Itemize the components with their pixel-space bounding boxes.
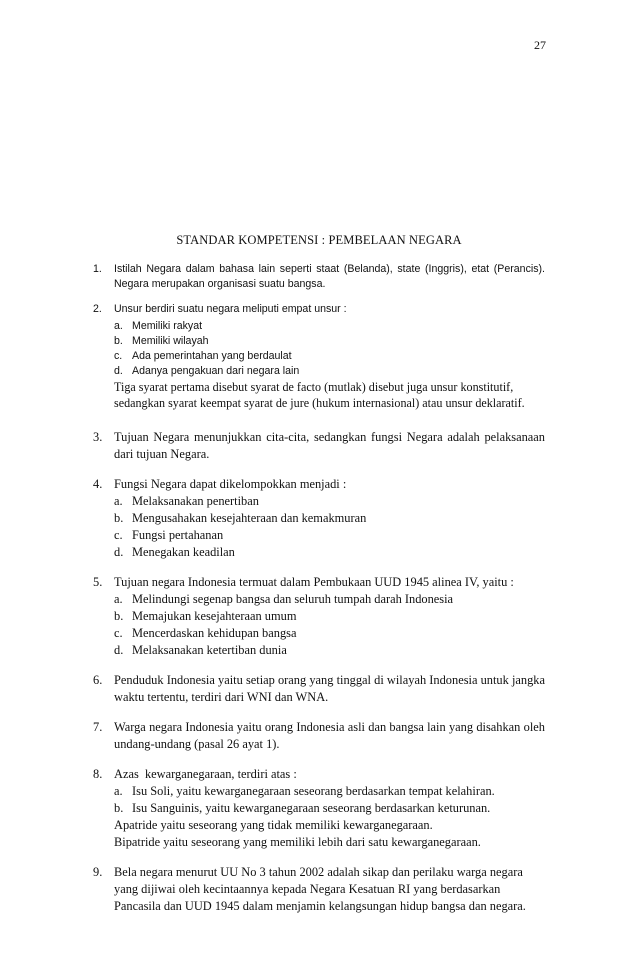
item-number: 1.: [93, 263, 102, 275]
sub-item-text: Melaksanakan penertiban: [132, 494, 259, 508]
list-item: [93, 302, 545, 411]
sub-item-text: Melindungi segenap bangsa dan seluruh tumpah darah Indonesia: [132, 592, 454, 606]
item-number: 9.: [93, 865, 103, 879]
sub-item-letter: b.: [114, 609, 124, 623]
sub-item: [114, 591, 545, 608]
list-item: [93, 476, 545, 561]
item-number: 7.: [93, 720, 103, 734]
section-title: STANDAR KOMPETENSI : PEMBELAAN NEGARA: [176, 233, 462, 247]
item-text: Unsur berdiri suatu negara meliputi empat unsur :: [114, 303, 347, 315]
sub-item: [114, 783, 545, 800]
page-number: 27: [534, 38, 546, 52]
sub-list: [114, 783, 545, 817]
item-followup-text: Tiga syarat pertama disebut syarat de facto (mutlak) disebut juga unsur konstitutif, sedangkan syarat keempat syarat de jure (hukum internasional) atau unsur deklaratif.: [114, 380, 525, 410]
sub-item: [114, 319, 545, 334]
sub-item-letter: d.: [114, 545, 124, 559]
item-text-line: yang dijiwai oleh kecintaannya kepada Negara Kesatuan RI yang berdasarkan: [114, 882, 501, 896]
item-followup-line: Bipatride yaitu seseorang yang memiliki lebih dari satu kewarganegaraan.: [114, 835, 481, 849]
item-number: 8.: [93, 767, 103, 781]
sub-item-letter: a.: [114, 320, 123, 332]
sub-item-letter: a.: [114, 784, 123, 798]
sub-item-letter: a.: [114, 592, 123, 606]
sub-item-letter: d.: [114, 643, 124, 657]
sub-item-letter: c.: [114, 528, 123, 542]
sub-item-text: Ada pemerintahan yang berdaulat: [132, 350, 292, 362]
sub-item-text: Isu Sanguinis, yaitu kewarganegaraan seseorang berdasarkan keturunan.: [132, 801, 491, 815]
sub-item: [114, 800, 545, 817]
item-text: Azas kewarganegaraan, terdiri atas :: [114, 767, 297, 781]
item-text-line: Pancasila dan UUD 1945 dalam menjamin kelangsungan hidup bangsa dan negara.: [114, 899, 526, 913]
item-text: Tujuan Negara menunjukkan cita-cita, sedangkan fungsi Negara adalah pelaksanaan dari tujuan Negara.: [114, 430, 545, 461]
list-item: [93, 719, 545, 753]
sub-item-letter: d.: [114, 365, 123, 377]
list-item: [93, 766, 545, 851]
list-item: [93, 574, 545, 659]
item-text: Tujuan negara Indonesia termuat dalam Pembukaan UUD 1945 alinea IV, yaitu :: [114, 575, 514, 589]
sub-item-letter: b.: [114, 511, 124, 525]
sub-item: [114, 334, 545, 349]
sub-item: [114, 349, 545, 364]
sub-item: [114, 642, 545, 659]
item-followup-line: Apatride yaitu seseorang yang tidak memiliki kewarganegaraan.: [114, 818, 433, 832]
sub-item-text: Mencerdaskan kehidupan bangsa: [132, 626, 297, 640]
sub-item-letter: b.: [114, 335, 123, 347]
sub-list: [114, 319, 545, 379]
sub-item-text: Memiliki rakyat: [132, 320, 203, 332]
sub-item-letter: c.: [114, 626, 123, 640]
list-item: [93, 672, 545, 706]
sub-list: [114, 591, 545, 659]
item-number: 5.: [93, 575, 103, 589]
sub-item-text: Adanya pengakuan dari negara lain: [132, 365, 300, 377]
sub-item-text: Mengusahakan kesejahteraan dan kemakmuran: [132, 511, 367, 525]
sub-item-text: Isu Soli, yaitu kewarganegaraan seseorang berdasarkan tempat kelahiran.: [132, 784, 495, 798]
list-item: [93, 429, 545, 463]
item-text: Istilah Negara dalam bahasa lain seperti staat (Belanda), state (Inggris), etat (Perancis). Negara merupakan organisasi suatu bangsa.: [114, 263, 545, 290]
sub-item: [114, 527, 545, 544]
sub-item: [114, 364, 545, 379]
sub-item-text: Fungsi pertahanan: [132, 528, 224, 542]
item-text: Penduduk Indonesia yaitu setiap orang yang tinggal di wilayah Indonesia untuk jangka waktu tertentu, terdiri dari WNI dan WNA.: [114, 673, 545, 704]
content-list: [93, 262, 545, 915]
sub-list: [114, 493, 545, 561]
sub-item: [114, 493, 545, 510]
item-number: 2.: [93, 303, 102, 315]
sub-item-letter: c.: [114, 350, 123, 362]
sub-item: [114, 608, 545, 625]
item-number: 3.: [93, 430, 103, 444]
sub-item-letter: b.: [114, 801, 124, 815]
list-item: [93, 864, 545, 915]
list-item: [93, 262, 545, 292]
item-number: 6.: [93, 673, 103, 687]
sub-item-text: Melaksanakan ketertiban dunia: [132, 643, 287, 657]
sub-item-text: Menegakan keadilan: [132, 545, 235, 559]
sub-item: [114, 510, 545, 527]
item-text-line: Bela negara menurut UU No 3 tahun 2002 adalah sikap dan perilaku warga negara: [114, 865, 523, 879]
sub-item-text: Memajukan kesejahteraan umum: [132, 609, 297, 623]
item-text: Fungsi Negara dapat dikelompokkan menjadi :: [114, 477, 347, 491]
sub-item: [114, 625, 545, 642]
sub-item-text: Memiliki wilayah: [132, 335, 209, 347]
item-text: Warga negara Indonesia yaitu orang Indonesia asli dan bangsa lain yang disahkan oleh undang-undang (pasal 26 ayat 1).: [114, 720, 545, 751]
sub-item-letter: a.: [114, 494, 123, 508]
item-number: 4.: [93, 477, 103, 491]
sub-item: [114, 544, 545, 561]
